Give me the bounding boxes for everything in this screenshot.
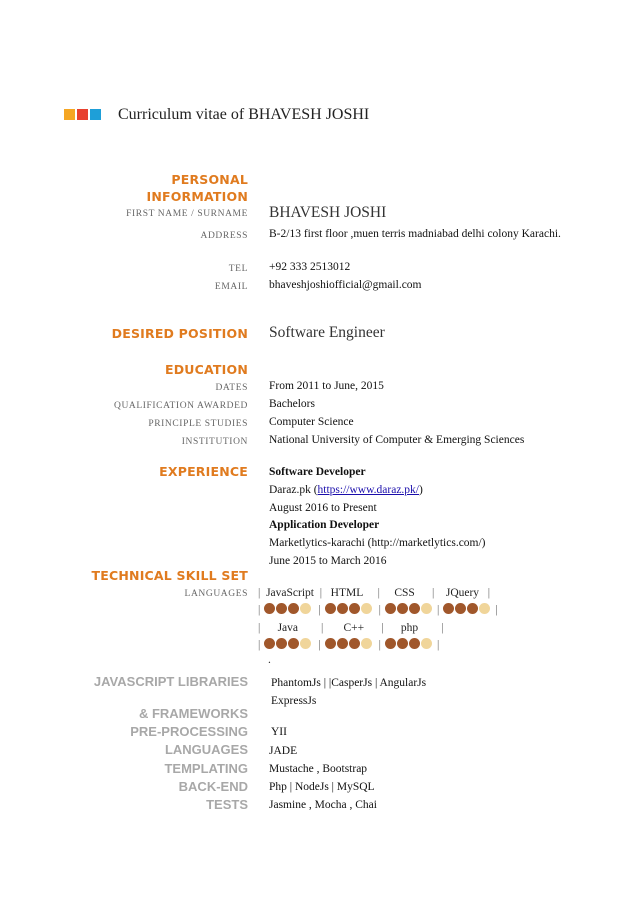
js-libraries-line2: ExpressJs xyxy=(271,695,317,707)
section-heading-desired-position: DESIRED POSITION xyxy=(111,326,248,341)
section-heading-personal: PERSONAL xyxy=(171,172,248,187)
tel-label: TEL xyxy=(228,264,248,274)
section-heading-experience: EXPERIENCE xyxy=(159,464,248,479)
section-heading-education: EDUCATION xyxy=(164,362,248,377)
institution-label: INSTITUTION xyxy=(181,437,248,447)
languages-value: JADE xyxy=(269,745,298,757)
rating-separator: | xyxy=(258,604,261,616)
desired-position-value: Software Engineer xyxy=(269,324,385,341)
skill-rating-c- xyxy=(325,639,373,651)
address-value: B-2/13 first floor ,muen terris madniabad delhi colony Karachi. xyxy=(269,228,561,240)
skill-name-php: php xyxy=(400,622,419,634)
tel-value: +92 333 2513012 xyxy=(269,261,351,273)
skills-row2-rating xyxy=(258,638,439,651)
frameworks-value: YII xyxy=(271,726,287,738)
rating-dot-empty xyxy=(361,638,372,649)
rating-dot-empty xyxy=(421,603,432,614)
back-end-value: Php | NodeJs | MySQL xyxy=(269,781,375,793)
dates-value: From 2011 to June, 2015 xyxy=(269,380,384,392)
skill-name-css: CSS xyxy=(394,587,415,599)
languages-label: LANGUAGES xyxy=(184,589,248,599)
rating-dot-filled xyxy=(349,638,360,649)
section-heading-information: INFORMATION xyxy=(146,189,248,204)
skill-rating-jquery xyxy=(443,604,491,616)
rating-separator: | xyxy=(318,639,321,651)
rating-dot-filled xyxy=(397,638,408,649)
rating-dot-empty xyxy=(361,603,372,614)
rating-dot-filled xyxy=(385,638,396,649)
job1-company-line: Daraz.pk (https://www.daraz.pk/) xyxy=(269,484,423,496)
name-label: FIRST NAME / SURNAME xyxy=(126,209,248,219)
skill-name-html: HTML xyxy=(330,587,364,599)
job1-dates: August 2016 to Present xyxy=(269,502,377,514)
rating-separator: | xyxy=(378,639,381,651)
skill-rating-javascript xyxy=(264,604,312,616)
rating-dot-filled xyxy=(455,603,466,614)
js-libraries-line1: PhantomJs | |CasperJs | AngularJs xyxy=(271,677,427,689)
rating-dot-filled xyxy=(467,603,478,614)
rating-dot-filled xyxy=(325,603,336,614)
rating-separator: | xyxy=(378,604,381,616)
tests-value: Jasmine , Mocha , Chai xyxy=(269,799,377,811)
skill-rating-html xyxy=(325,604,373,616)
rating-dot-filled xyxy=(288,603,299,614)
skills-row2-names: | Java | C++ | php | xyxy=(258,622,444,634)
skill-name-java: Java xyxy=(277,622,298,634)
rating-separator: | xyxy=(436,604,440,616)
principle-studies-value: Computer Science xyxy=(269,416,354,428)
section-heading-tests: TESTS xyxy=(206,797,248,812)
qualification-label: QUALIFICATION AWARDED xyxy=(113,401,248,411)
principle-studies-label: PRINCIPLE STUDIES xyxy=(148,419,248,429)
rating-dot-empty xyxy=(421,638,432,649)
qualification-value: Bachelors xyxy=(269,398,315,410)
section-heading-pre-processing: PRE-PROCESSING xyxy=(130,724,248,739)
rating-dot-filled xyxy=(409,603,420,614)
section-heading-frameworks: & FRAMEWORKS xyxy=(138,706,248,721)
rating-dot-filled xyxy=(337,638,348,649)
rating-dot-filled xyxy=(397,603,408,614)
rating-dot-filled xyxy=(349,603,360,614)
skills-dot-line: . xyxy=(268,654,271,666)
institution-value: National University of Computer & Emerging Sciences xyxy=(269,434,525,446)
rating-separator: | xyxy=(318,604,321,616)
address-label: ADDRESS xyxy=(200,231,248,241)
rating-dot-empty xyxy=(300,603,311,614)
full-name: BHAVESH JOSHI xyxy=(269,204,387,221)
job1-title: Software Developer xyxy=(269,466,366,478)
section-heading-templating: TEMPLATING xyxy=(164,761,248,776)
section-heading-languages: LANGUAGES xyxy=(164,742,248,757)
section-heading-js-libraries: JAVASCRIPT LIBRARIES xyxy=(93,674,248,689)
email-label: EMAIL xyxy=(214,282,248,292)
logo-square-red xyxy=(77,109,88,120)
logo-square-blue xyxy=(90,109,101,120)
rating-dot-filled xyxy=(288,638,299,649)
rating-separator: | xyxy=(436,639,440,651)
templating-value: Mustache , Bootstrap xyxy=(269,763,368,775)
rating-dot-filled xyxy=(276,603,287,614)
job1-company: Daraz.pk xyxy=(269,484,311,496)
rating-dot-filled xyxy=(409,638,420,649)
skill-name-javascript: JavaScript xyxy=(266,587,314,599)
rating-dot-filled xyxy=(264,638,275,649)
email-value: bhaveshjoshiofficial@gmail.com xyxy=(269,279,422,291)
rating-dot-empty xyxy=(479,603,490,614)
rating-dot-filled xyxy=(337,603,348,614)
logo-square-orange xyxy=(64,109,75,120)
skills-row1-rating xyxy=(258,603,498,616)
rating-dot-filled xyxy=(385,603,396,614)
rating-dot-filled xyxy=(325,638,336,649)
section-heading-technical-skills: TECHNICAL SKILL SET xyxy=(91,568,248,583)
job2-dates: June 2015 to March 2016 xyxy=(269,555,387,567)
rating-separator: | xyxy=(258,639,261,651)
job2-title: Application Developer xyxy=(269,519,380,531)
rating-dot-filled xyxy=(443,603,454,614)
skill-rating-java xyxy=(264,639,312,651)
section-heading-back-end: BACK-END xyxy=(178,779,248,794)
rating-separator: | xyxy=(495,604,498,616)
rating-dot-filled xyxy=(264,603,275,614)
skills-row1-names: | JavaScript | HTML | CSS | JQuery | xyxy=(258,587,490,599)
skill-name-jquery: JQuery xyxy=(445,587,480,599)
rating-dot-empty xyxy=(300,638,311,649)
rating-dot-filled xyxy=(276,638,287,649)
job1-link[interactable]: https://www.daraz.pk/ xyxy=(317,484,420,496)
skill-rating-css xyxy=(385,604,433,616)
skill-name-cpp: C++ xyxy=(343,622,365,634)
skill-rating-php xyxy=(385,639,433,651)
job2-company: Marketlytics-karachi (http://marketlytics.com/) xyxy=(269,537,486,549)
dates-label: DATES xyxy=(215,383,248,393)
document-title: Curriculum vitae of BHAVESH JOSHI xyxy=(118,106,370,123)
